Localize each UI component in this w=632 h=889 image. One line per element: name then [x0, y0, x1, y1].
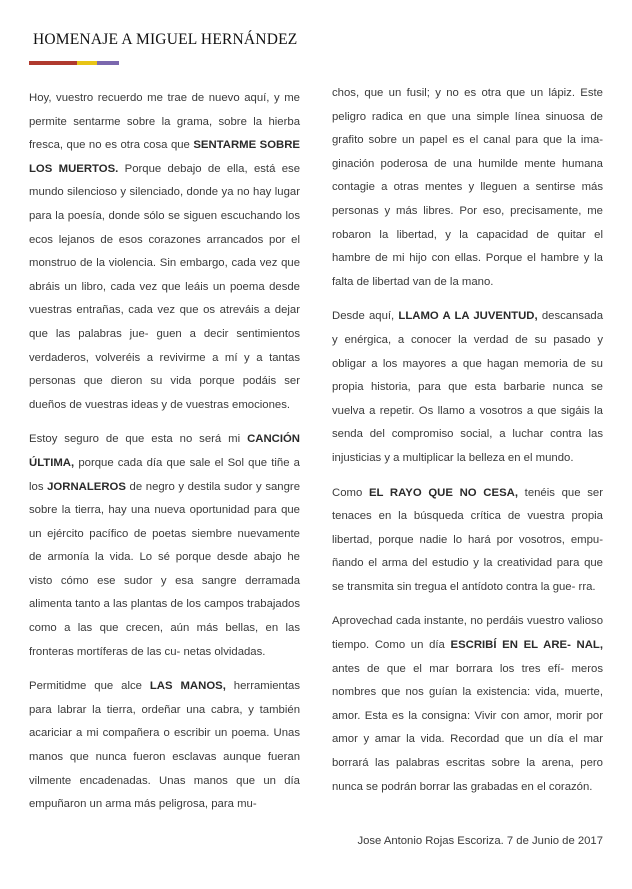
- page-title: HOMENAJE A MIGUEL HERNÁNDEZ: [33, 31, 298, 48]
- emphasis-title: ESCRIBÍ EN EL ARE- NAL,: [450, 639, 603, 652]
- paragraph: [332, 82, 603, 294]
- text-run: Hoy, vuestro recuerdo me trae de nuevo aquí, y me permite sentarme sobre la grama, sobre la hierba fresca, que no es otra cosa que: [29, 92, 300, 152]
- emphasis-title: SENTARME SOBRE LOS MUERTOS.: [29, 139, 300, 175]
- text-run: antes de que el mar borrara los tres efí- meros nombres que nos guían la existencia: vida, muerte, amor. Esta es la consigna: Vivir con amor, morir por amor y amar la vida. Recordad que un día el mar borrará las palabras escritas sobre la arena, pero nunca se podrán borrar las grabadas en el corazón.: [332, 662, 603, 793]
- text-run: descansada y enérgica, a conocer la verdad de su pasado y obligar a los mayores a que hagan memoria de su propia historia, para que esta barbarie nunca se vuelva a repetir. Os llamo a vosotros a que sigáis la senda del compromiso social, a luchar contra las injusticias y a multiplicar la belleza en el mundo.: [332, 310, 604, 464]
- text-run: de negro y destila sudor y sangre sobre la tierra, hay una nueva oportunidad para que un ejército pacífico de poetas siembre nuevamente de armonía la vida. Lo sé porque desde abajo he visto cómo ese sudor y esa sangre derramada alimenta tanto a las plantas de los campos trabajados como a las que crecen, aún más bellas, en las fronteras mortíferas de las cu- netas olvidadas.: [29, 480, 301, 658]
- emphasis-title: LLAMO A LA JUVENTUD,: [398, 310, 538, 323]
- left-text-column: [29, 87, 300, 828]
- text-run: Permitidme que alce: [29, 680, 150, 693]
- text-run: Desde aquí,: [332, 310, 399, 323]
- text-run: chos, que un fusil; y no es otra que un lápiz. Este peligro radica en que una simple línea sinuosa de grafito sobre un papel es el canal para que la ima- ginación poderosa de una humilde mente humana contagie a otras mentes y lleguen a sentirse más personas y más libres. Por eso, precisamente, me robaron la libertad, y la capacidad de quitar el hambre de mi hijo con ellas. Porque el hambre y la falta de libertad van de la mano.: [332, 87, 603, 288]
- text-run: Como: [332, 486, 369, 499]
- emphasis-title: EL RAYO QUE NO CESA,: [368, 486, 518, 499]
- title-underline: [29, 61, 119, 65]
- text-run: herramientas para labrar la tierra, ordeñar una cabra, y también acariciar a mi compañera o escribir un poema. Unas manos que nunca fueron esclavas aunque fueran vilmente encadenadas. Unas manos que un día empuñaron un arma más peligrosa, para mu-: [29, 680, 300, 811]
- right-text-column: [332, 82, 603, 810]
- text-run: Aprovechad cada instante, no perdáis vuestro valioso tiempo. Como un día: [332, 615, 603, 652]
- emphasis-title: LAS MANOS,: [149, 680, 226, 693]
- text-run: tenéis que ser tenaces en la búsqueda crítica de vuestra propia libertad, porque nadie lo hará por vosotros, empu- ñando el arma del estudio y la creatividad para que se transmita sin tregua el antídoto contra la gue- rra.: [332, 486, 603, 593]
- paragraph: [29, 428, 300, 664]
- paragraph: [332, 305, 603, 470]
- emphasis-title: JORNALEROS: [47, 480, 126, 493]
- text-run: Estoy seguro de que esta no será mi: [29, 433, 248, 446]
- paragraph: [332, 482, 603, 600]
- underline-purple-segment: [97, 61, 119, 65]
- emphasis-title: CANCIÓN ÚLTIMA,: [29, 433, 300, 469]
- text-run: porque cada día que sale el Sol que tiñe a los: [29, 456, 300, 493]
- paragraph: [29, 675, 300, 817]
- underline-yellow-segment: [77, 61, 97, 65]
- underline-red-segment: [29, 61, 77, 65]
- author-signature: Jose Antonio Rojas Escoriza. 7 de Junio de 2017: [357, 835, 603, 847]
- paragraph: [332, 610, 603, 799]
- text-run: Porque debajo de ella, está ese mundo silencioso y silenciado, donde ya no hay lugar para la poesía, donde sólo se siguen escuchando los ecos lejanos de esos corazones arrancados por el monstruo de la violencia. Sin embargo, cada vez que abráis un libro, cada vez que leáis un poema desde vuestras entrañas, cada vez que os atreváis a dejar que las palabras jue- guen a decir sentimientos verdaderos, volveréis a revivirme a mí y a tantas personas que dieron su vida porque podáis ser dueños de vuestras ideas y de vuestras emociones.: [29, 162, 301, 411]
- paragraph: [29, 87, 300, 417]
